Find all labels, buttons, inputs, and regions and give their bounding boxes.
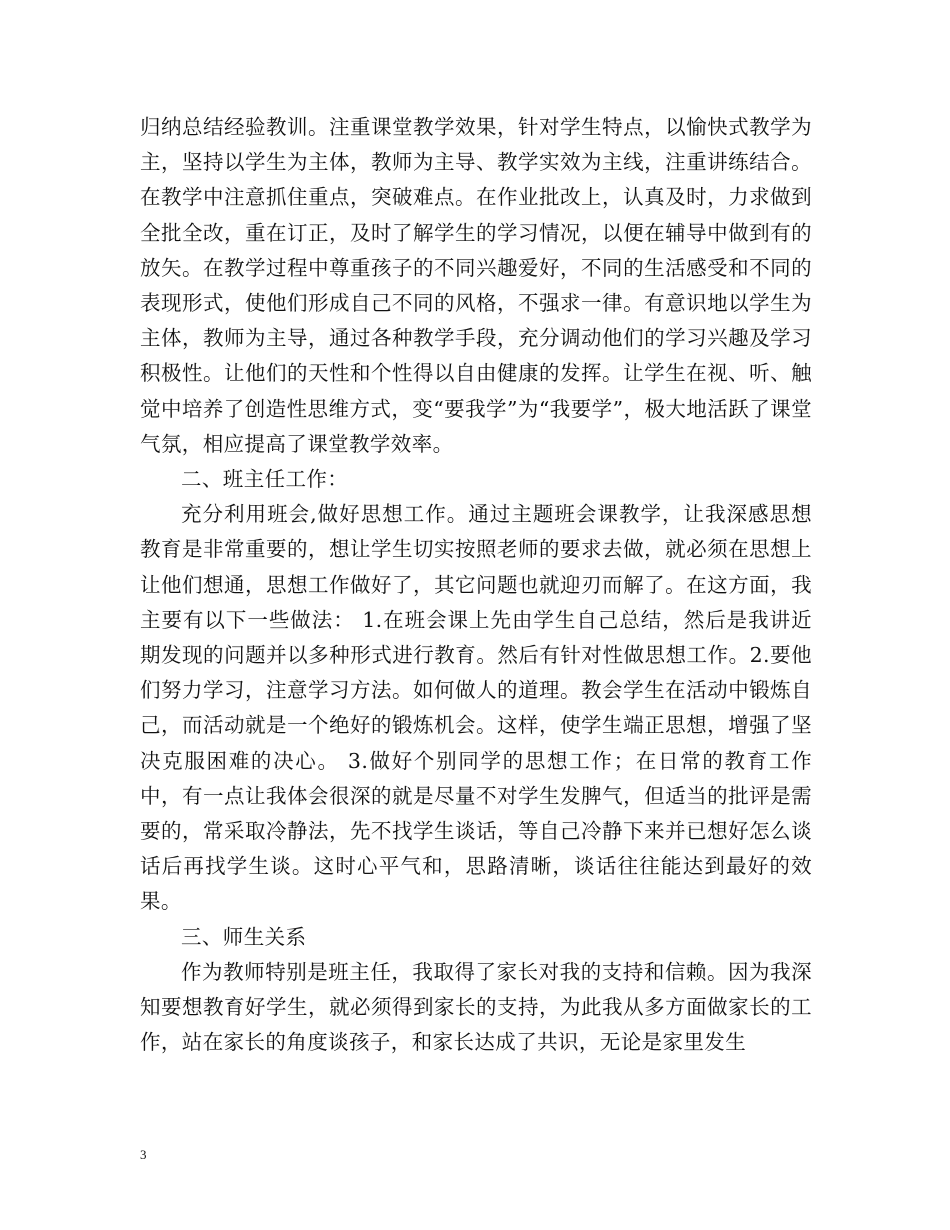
section-heading-teacher-student-relations: 三、师生关系 [181,924,307,949]
document-body [140,110,812,1060]
paragraph-parent-support: 作为教师特别是班主任，我取得了家长对我的支持和信赖。因为我深知要想教育好学生，就必须得到家长的支持，为此我从多方面做家长的工作，站在家长的角度谈孩子，和家长达成了共识，无论是家里发生 [140,959,812,1055]
section-heading-class-teacher-work: 二、班主任工作： [181,467,349,492]
paragraph-teaching-summary: 归纳总结经验教训。注重课堂教学效果，针对学生特点，以愉快式教学为主，坚持以学生为主体，教师为主导、教学实效为主线，注重讲练结合。在教学中注意抓住重点，突破难点。在作业批改上，认真及时，力求做到全批全改，重在订正，及时了解学生的学习情况，以便在辅导中做到有的放矢。在教学过程中尊重孩子的不同兴趣爱好，不同的生活感受和不同的表现形式，使他们形成自己不同的风格，不强求一律。有意识地以学生为主体，教师为主导，通过各种教学手段，充分调动他们的学习兴趣及学习积极性。让他们的天性和个性得以自由健康的发挥。让学生在视、听、触觉中培养了创造性思维方式，变“要我学”为“我要学”，极大地活跃了课堂气氛，相应提高了课堂教学效率。 [140,115,812,456]
page-number: 3 [140,1147,147,1162]
paragraph-class-meeting: 充分利用班会,做好思想工作。通过主题班会课教学，让我深感思想教育是非常重要的，想让学生切实按照老师的要求去做，就必须在思想上让他们想通，思想工作做好了，其它问题也就迎刃而解了。在这方面，我主要有以下一些做法： 1.在班会课上先由学生自己总结，然后是我讲近期发现的问题并以多种形式进行教育。然后有针对性做思想工作。2.要他们努力学习，注意学习方法。如何做人的道理。教会学生在活动中锻炼自己，而活动就是一个绝好的锻炼机会。这样，使学生端正思想，增强了坚决克服困难的决心。 3.做好个别同学的思想工作；在日常的教育工作中，有一点让我体会很深的就是尽量不对学生发脾气，但适当的批评是需要的，常采取冷静法，先不找学生谈话，等自己冷静下来并已想好怎么谈话后再找学生谈。这时心平气和，思路清晰，谈话往往能达到最好的效果。 [140,502,812,914]
